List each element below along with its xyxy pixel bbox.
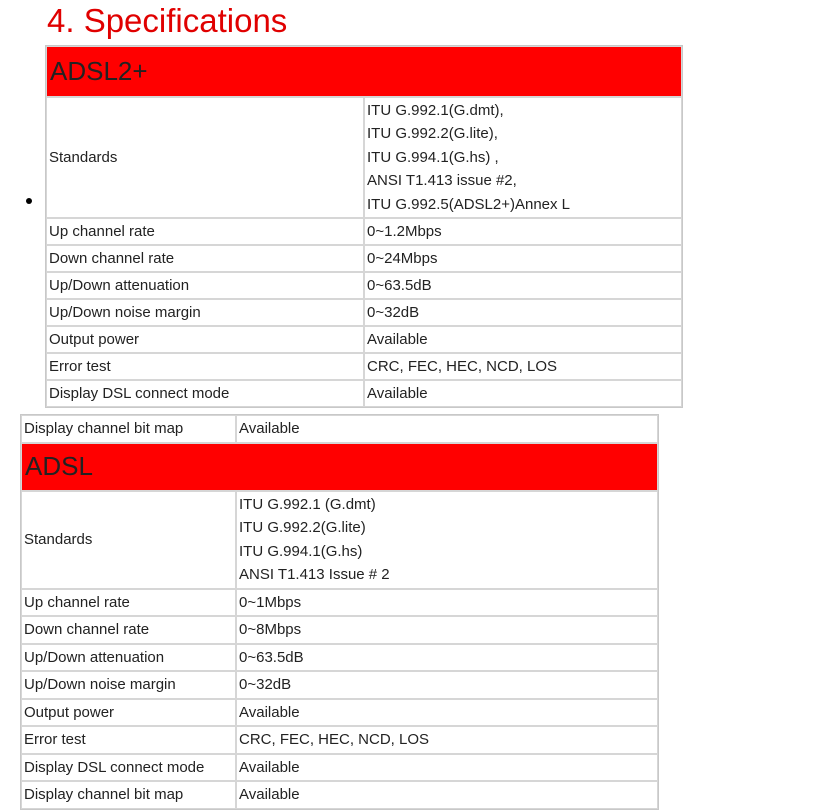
spec-value: 0~24Mbps xyxy=(364,245,682,272)
spec-label: Down channel rate xyxy=(21,616,236,644)
spec-value: 0~63.5dB xyxy=(364,272,682,299)
adsl2plus-spec-table xyxy=(45,45,683,408)
table-row xyxy=(21,589,658,617)
table-row xyxy=(46,218,682,245)
standards-label: Standards xyxy=(46,97,364,218)
spec-value: Available xyxy=(236,754,658,782)
standard-item: ITU G.992.2(G.lite) xyxy=(239,519,366,536)
spec-label: Up/Down noise margin xyxy=(46,299,364,326)
spec-label: Output power xyxy=(21,699,236,727)
spec-label: Up channel rate xyxy=(21,589,236,617)
spec-value: Available xyxy=(364,326,682,353)
table-row xyxy=(46,353,682,380)
table-row xyxy=(21,671,658,699)
standard-item: ANSI T1.413 Issue # 2 xyxy=(239,566,390,583)
spec-value: 0~63.5dB xyxy=(236,644,658,672)
spec-value: 0~32dB xyxy=(364,299,682,326)
standard-item: ANSI T1.413 issue #2, xyxy=(367,172,517,190)
page-title: 4. Specifications xyxy=(47,2,288,39)
spec-label: Display channel bit map xyxy=(21,415,236,443)
table-row xyxy=(46,299,682,326)
standard-item: ITU G.992.2(G.lite), xyxy=(367,125,498,143)
spec-value: Available xyxy=(364,380,682,407)
spec-label: Down channel rate xyxy=(46,245,364,272)
table-row xyxy=(21,726,658,754)
table-row xyxy=(21,699,658,727)
spec-label: Output power xyxy=(46,326,364,353)
spec-value: CRC, FEC, HEC, NCD, LOS xyxy=(364,353,682,380)
spec-label: Up channel rate xyxy=(46,218,364,245)
spec-label: Error test xyxy=(46,353,364,380)
spec-value: 0~8Mbps xyxy=(236,616,658,644)
table-row xyxy=(21,616,658,644)
spec-value: 0~32dB xyxy=(236,671,658,699)
standard-item: ITU G.992.1 (G.dmt) xyxy=(239,495,376,513)
list-bullet xyxy=(26,198,32,204)
spec-label: Up/Down noise margin xyxy=(21,671,236,699)
spec-value: Available xyxy=(236,415,658,443)
standards-value xyxy=(236,491,658,589)
table-row xyxy=(21,644,658,672)
table-row xyxy=(46,326,682,353)
table-row xyxy=(46,245,682,272)
spec-label: Display channel bit map xyxy=(21,781,236,809)
spec-value: Available xyxy=(236,781,658,809)
table-row xyxy=(46,380,682,407)
spec-label: Error test xyxy=(21,726,236,754)
table-row xyxy=(21,781,658,809)
standards-value xyxy=(364,97,682,218)
spec-label: Up/Down attenuation xyxy=(46,272,364,299)
standards-label: Standards xyxy=(21,491,236,589)
table-row xyxy=(46,272,682,299)
table-row xyxy=(21,754,658,782)
standard-item: ITU G.992.5(ADSL2+)Annex L xyxy=(367,195,571,213)
adsl-spec-table xyxy=(20,414,659,810)
table-row xyxy=(21,415,658,443)
spec-label: Display DSL connect mode xyxy=(21,754,236,782)
spec-value: Available xyxy=(236,699,658,727)
spec-label: Display DSL connect mode xyxy=(46,380,364,407)
adsl-section-header: ADSL xyxy=(21,443,658,491)
standard-item: ITU G.994.1(G.hs) , xyxy=(367,148,499,166)
standard-item: ITU G.992.1(G.dmt), xyxy=(367,101,504,119)
spec-value: 0~1.2Mbps xyxy=(364,218,682,245)
adsl2plus-section-header: ADSL2+ xyxy=(46,46,682,97)
spec-value: 0~1Mbps xyxy=(236,589,658,617)
standard-item: ITU G.994.1(G.hs) xyxy=(239,542,363,560)
spec-value: CRC, FEC, HEC, NCD, LOS xyxy=(236,726,658,754)
spec-label: Up/Down attenuation xyxy=(21,644,236,672)
